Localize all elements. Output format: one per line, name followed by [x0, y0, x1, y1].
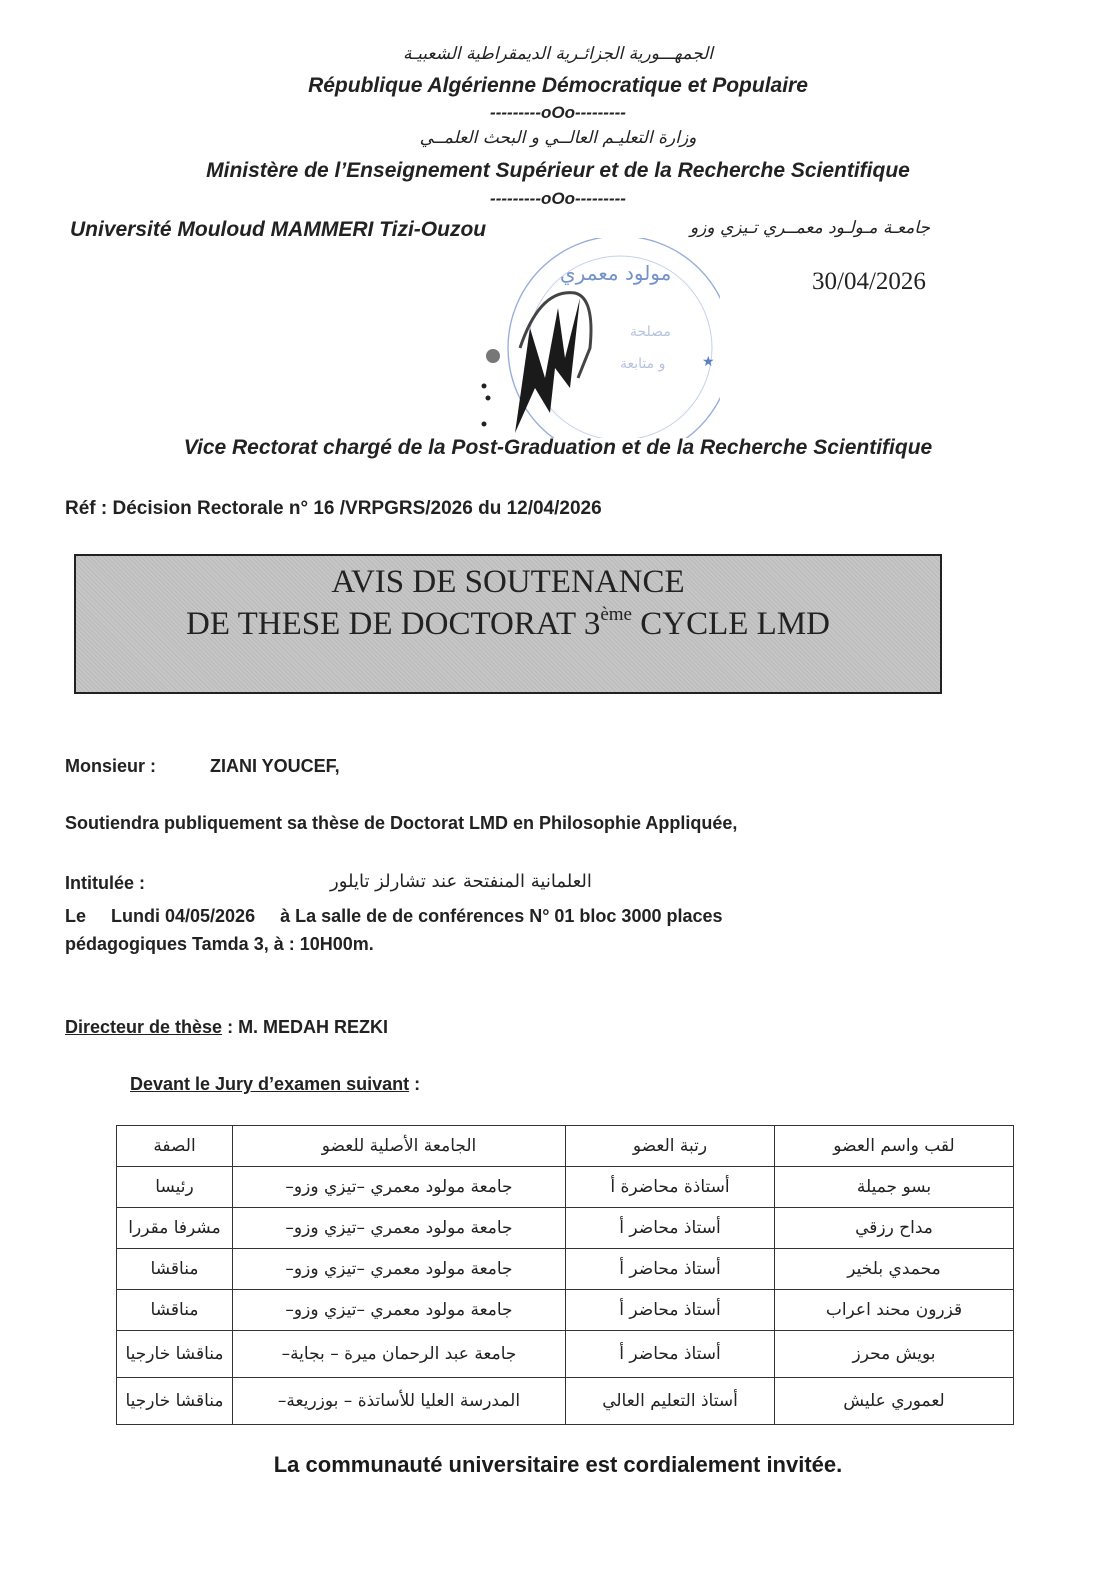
svg-text:و متابعة: و متابعة: [620, 356, 666, 372]
svg-text:مصلحة: مصلحة: [630, 324, 671, 340]
member-university: جامعة مولود معمري –تيزي وزو–: [233, 1167, 566, 1208]
table-row: [117, 1290, 1014, 1331]
table-row: [117, 1167, 1014, 1208]
ministry-arabic: وزارة التعليـم العالــي و البحث العلمــي: [419, 128, 697, 148]
candidate-name: ZIANI YOUCEF,: [210, 756, 340, 776]
director-name: M. MEDAH REZKI: [238, 1017, 389, 1037]
member-role: مناقشا خارجيا: [117, 1331, 233, 1378]
member-role: رئيسا: [117, 1167, 233, 1208]
member-rank: أستاذة محاضرة أ: [566, 1167, 775, 1208]
table-row: [117, 1208, 1014, 1249]
table-row: [117, 1249, 1014, 1290]
svg-text:★: ★: [702, 353, 715, 369]
table-row: [117, 1331, 1014, 1378]
member-name: محمدي بلخير: [775, 1249, 1014, 1290]
banner-line-1: AVIS DE SOUTENANCE: [331, 564, 685, 600]
member-rank: أستاذ محاضر أ: [566, 1208, 775, 1249]
member-role: مناقشا خارجيا: [117, 1378, 233, 1425]
university-arabic: جامعـة مـولـود معمــري تـيزي وزو: [689, 218, 930, 238]
separator-1: ---------oOo---------: [490, 103, 626, 122]
member-role: مناقشا: [117, 1249, 233, 1290]
member-name: مداح رزقي: [775, 1208, 1014, 1249]
member-university: جامعة عبد الرحمان ميرة – بجاية–: [233, 1331, 566, 1378]
thesis-director: [65, 1017, 388, 1038]
member-rank: أستاذ محاضر أ: [566, 1331, 775, 1378]
member-role: مناقشا: [117, 1290, 233, 1331]
director-label: Directeur de thèse: [65, 1017, 223, 1037]
banner-line-2-sup: ème: [600, 604, 632, 625]
member-name: بسو جميلة: [775, 1167, 1014, 1208]
stamp-logo-icon: [470, 238, 720, 438]
ministry-french: Ministère de l’Enseignement Supérieur et de la Recherche Scientifique: [206, 159, 910, 182]
banner-line-2-main: DE THESE DE DOCTORAT 3: [185, 606, 601, 642]
member-rank: أستاذ محاضر أ: [566, 1249, 775, 1290]
member-university: جامعة مولود معمري –تيزي وزو–: [233, 1290, 566, 1331]
member-university: المدرسة العليا للأساتذة – بوزريعة–: [233, 1378, 566, 1425]
member-rank: أستاذ محاضر أ: [566, 1290, 775, 1331]
member-university: جامعة مولود معمري –تيزي وزو–: [233, 1249, 566, 1290]
jury-table: [116, 1125, 1014, 1425]
schedule-line-2: pédagogiques Tamda 3, à : 10H00m.: [65, 934, 374, 954]
member-name: بويش محرز: [775, 1331, 1014, 1378]
svg-text:مولود معمري: مولود معمري: [560, 261, 672, 285]
vice-rectorat-title: Vice Rectorat chargé de la Post-Graduation et de la Recherche Scientifique: [183, 436, 933, 459]
thesis-title-value: العلمانية المنفتحة عند تشارلز تايلور: [330, 871, 592, 892]
defense-statement: Soutiendra publiquement sa thèse de Doctorat LMD en Philosophie Appliquée,: [65, 813, 738, 833]
separator-2: ---------oOo---------: [490, 189, 626, 208]
schedule-line-1: Le Lundi 04/05/2026 à La salle de de conférences N° 01 bloc 3000 places: [65, 906, 723, 926]
col-member-role: الصفة: [117, 1126, 233, 1167]
member-name: لعموري عليش: [775, 1378, 1014, 1425]
col-member-university: الجامعة الأصلية للعضو: [233, 1126, 566, 1167]
member-rank: أستاذ التعليم العالي: [566, 1378, 775, 1425]
jury-intro-suffix: :: [409, 1074, 421, 1094]
university-stamp: [470, 238, 720, 438]
member-name: قزرون محند اعراب: [775, 1290, 1014, 1331]
director-separator: :: [222, 1017, 239, 1037]
document-date: 30/04/2026: [812, 268, 926, 295]
jury-intro-label: Devant le Jury d’examen suivant: [130, 1074, 410, 1094]
thesis-title-label: Intitulée :: [65, 873, 145, 893]
republic-arabic: الجمهـــورية الجزائـرية الديمقراطية الشعبيـة: [403, 44, 713, 64]
jury-intro: [130, 1074, 420, 1095]
notice-banner: [74, 554, 942, 694]
col-member-name: لقب واسم العضو: [775, 1126, 1014, 1167]
invitation-footer: La communauté universitaire est cordialement invitée.: [273, 1452, 843, 1477]
table-row: [117, 1378, 1014, 1425]
banner-line-2-end: CYCLE LMD: [632, 606, 830, 642]
member-role: مشرفا مقررا: [117, 1208, 233, 1249]
banner-line-2: [76, 606, 940, 643]
col-member-rank: رتبة العضو: [566, 1126, 775, 1167]
member-university: جامعة مولود معمري –تيزي وزو–: [233, 1208, 566, 1249]
jury-table-header: [117, 1126, 1014, 1167]
university-french: Université Mouloud MAMMERI Tizi-Ouzou: [70, 218, 487, 241]
republic-french: République Algérienne Démocratique et Populaire: [308, 74, 808, 97]
candidate-label: Monsieur :: [65, 756, 157, 776]
reference-line: Réf : Décision Rectorale n° 16 /VRPGRS/2026 du 12/04/2026: [65, 498, 602, 519]
